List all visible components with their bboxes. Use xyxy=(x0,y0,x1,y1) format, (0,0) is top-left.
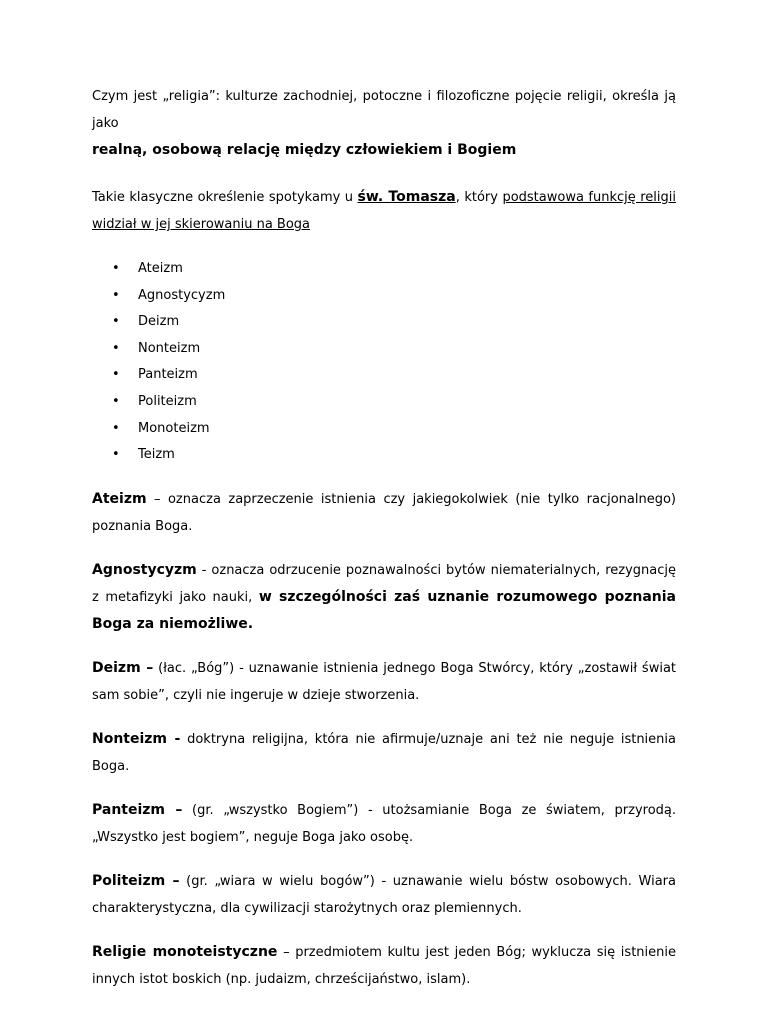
definition-text: (gr. „wiara w wielu bogów”) - uznawanie wielu bóstw osobowych. Wiara charakterystyczna, dla cywilizacji starożytnych oraz plemiennych. xyxy=(92,873,676,916)
intro-bold-text: realną, osobową relację między człowiekiem i Bogiem xyxy=(92,142,517,158)
list-item-label: Deizm xyxy=(138,314,180,330)
list-item-label: Politeizm xyxy=(138,393,197,409)
definition-ateizm xyxy=(92,486,676,540)
document-body xyxy=(92,83,676,1010)
definition-monoteistyczne xyxy=(92,939,676,993)
definition-text: (łac. „Bóg”) - uznawanie istnienia jednego Boga Stwórcy, który „zostawił świat sam sobie”, czyli nie ingeruje w dzieje stworzenia. xyxy=(92,660,677,703)
bullet-icon: • xyxy=(112,314,120,330)
intro-paragraph xyxy=(92,83,676,164)
term-panteizm: Panteizm – xyxy=(92,801,183,818)
tomasz-text-before: Takie klasyczne określenie spotykamy u xyxy=(92,190,358,205)
tomasz-underlined-text: podstawowa funkcję religii widział w jej skierowaniu na Boga xyxy=(92,190,677,232)
term-ateizm: Ateizm xyxy=(92,490,147,507)
list-item-label: Agnostycyzm xyxy=(138,287,226,303)
definition-deizm xyxy=(92,655,676,709)
definition-politeizm xyxy=(92,868,676,922)
term-nonteizm: Nonteizm - xyxy=(92,730,181,747)
bullet-icon: • xyxy=(112,367,120,383)
religion-types-list xyxy=(92,256,676,469)
term-monoteistyczne: Religie monoteistyczne xyxy=(92,943,278,960)
bullet-icon: • xyxy=(112,340,120,356)
bullet-icon: • xyxy=(112,287,120,303)
term-agnostycyzm: Agnostycyzm xyxy=(92,561,197,578)
term-deizm: Deizm – xyxy=(92,659,154,676)
list-item xyxy=(92,256,676,283)
definition-agnostycyzm xyxy=(92,557,676,638)
tomasz-text-middle: , który xyxy=(455,190,503,205)
definition-bold-text: w szczególności zaś uznanie rozumowego poznania Boga za niemożliwe. xyxy=(92,588,676,632)
definition-text: – przedmiotem kultu jest jeden Bóg; wyklucza się istnienie innych istot boskich (np. judaizm, chrześcijaństwo, islam). xyxy=(92,944,676,987)
definition-text: (gr. „wszystko Bogiem”) - utożsamianie Boga ze światem, przyrodą. „Wszystko jest bogiem”, neguje Boga jako osobę. xyxy=(92,802,676,845)
list-item xyxy=(92,309,676,336)
definition-text: - oznacza odrzucenie poznawalności bytów niematerialnych, rezygnację z metafizyki jako nauki, xyxy=(92,562,676,605)
list-item-label: Monoteizm xyxy=(138,420,210,436)
tomasz-paragraph xyxy=(92,184,676,238)
list-item-label: Panteizm xyxy=(138,367,198,383)
definition-nonteizm xyxy=(92,726,676,780)
list-item xyxy=(92,389,676,416)
list-item xyxy=(92,336,676,363)
bullet-icon: • xyxy=(112,420,120,436)
list-item xyxy=(92,362,676,389)
term-politeizm: Politeizm – xyxy=(92,872,180,889)
bullet-icon: • xyxy=(112,261,120,276)
list-item-label: Teizm xyxy=(138,447,175,463)
definition-text: – oznacza zaprzeczenie istnienia czy jakiegokolwiek (nie tylko racjonalnego) poznania Boga. xyxy=(92,491,676,534)
tomasz-name: św. Tomasza xyxy=(357,189,456,205)
list-item-label: Ateizm xyxy=(138,261,183,276)
definition-panteizm xyxy=(92,797,676,851)
bullet-icon: • xyxy=(112,393,120,409)
list-item xyxy=(92,283,676,310)
list-item xyxy=(92,416,676,443)
intro-text: Czym jest „religia”: kulturze zachodniej, potoczne i filozoficzne pojęcie religii, określa ją jako xyxy=(92,89,676,131)
definition-text: doktryna religijna, która nie afirmuje/uznaje ani też nie neguje istnienia Boga. xyxy=(92,731,676,774)
bullet-icon: • xyxy=(112,447,120,463)
list-item-label: Nonteizm xyxy=(138,340,201,356)
list-item xyxy=(92,442,676,469)
